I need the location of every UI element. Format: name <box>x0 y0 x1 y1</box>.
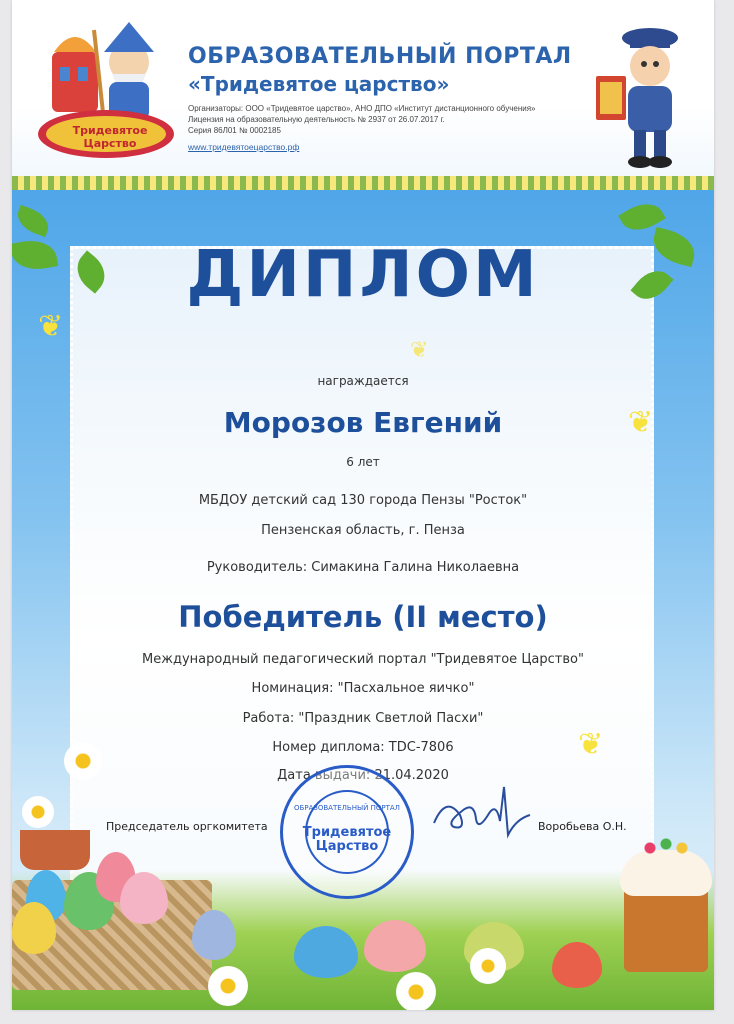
nomination-line: Номинация: "Пасхальное яичко" <box>251 681 475 696</box>
license-line: Лицензия на образовательную деятельность № 2937 от 26.07.2017 г. <box>188 115 445 124</box>
postman-mascot-icon <box>588 26 698 171</box>
region-line: Пензенская область, г. Пенза <box>261 523 465 538</box>
work-line: Работа: "Праздник Светлой Пасхи" <box>242 711 484 726</box>
logo-text: Тридевятое Царство <box>72 124 148 150</box>
institution-line: МБДОУ детский сад 130 города Пензы "Росток" <box>198 493 528 508</box>
easter-egg-icon <box>552 942 602 988</box>
portal-name: «Тридевятое царство» <box>188 72 450 96</box>
ornament-border <box>12 176 714 190</box>
portal-header <box>12 0 714 178</box>
stamp-logo-text: Тридевятое Царство <box>302 825 392 854</box>
daisy-icon <box>470 948 506 984</box>
site-link[interactable]: www.тридевятоецарство.рф <box>188 142 300 152</box>
recipient-name: Морозов Евгений <box>223 406 503 439</box>
chairman-name: Воробьева О.Н. <box>538 820 627 833</box>
place-title: Победитель (II место) <box>178 600 548 634</box>
flower-pot <box>20 830 90 870</box>
organizers-line: Организаторы: ООО «Тридевятое царство», АНО ДПО «Институт дистанционного обучения» <box>188 104 536 113</box>
butterfly-icon: ❦ <box>628 405 654 440</box>
diploma-sheet <box>12 0 714 1010</box>
butterfly-icon: ❦ <box>410 338 429 363</box>
portal-line: Международный педагогический портал "Тридевятое Царство" <box>142 652 584 667</box>
official-stamp <box>280 765 414 899</box>
recipient-age: 6 лет <box>346 455 380 469</box>
daisy-icon <box>396 972 436 1010</box>
cake-sprinkles <box>640 836 692 858</box>
series-line: Серия 86Л01 № 0002185 <box>188 126 281 135</box>
easter-cake <box>620 836 712 976</box>
butterfly-icon: ❦ <box>38 309 64 344</box>
butterfly-icon: ❦ <box>578 727 604 762</box>
chairman-label: Председатель оргкомитета <box>106 820 268 833</box>
daisy-icon <box>208 966 248 1006</box>
diploma-title: ДИПЛОМ <box>186 238 540 312</box>
daisy-icon <box>64 742 102 780</box>
portal-title: ОБРАЗОВАТЕЛЬНЫЙ ПОРТАЛ <box>188 44 572 69</box>
issue-date-line: Дата выдачи: 21.04.2020 <box>277 768 449 783</box>
supervisor-line: Руководитель: Симакина Галина Николаевна <box>206 560 520 575</box>
handwritten-signature-icon <box>426 775 536 845</box>
diploma-number-line: Номер диплома: TDC-7806 <box>272 740 454 755</box>
awarded-label: награждается <box>317 374 409 388</box>
daisy-icon <box>22 796 54 828</box>
stamp-top-text: ОБРАЗОВАТЕЛЬНЫЙ ПОРТАЛ <box>294 804 400 812</box>
